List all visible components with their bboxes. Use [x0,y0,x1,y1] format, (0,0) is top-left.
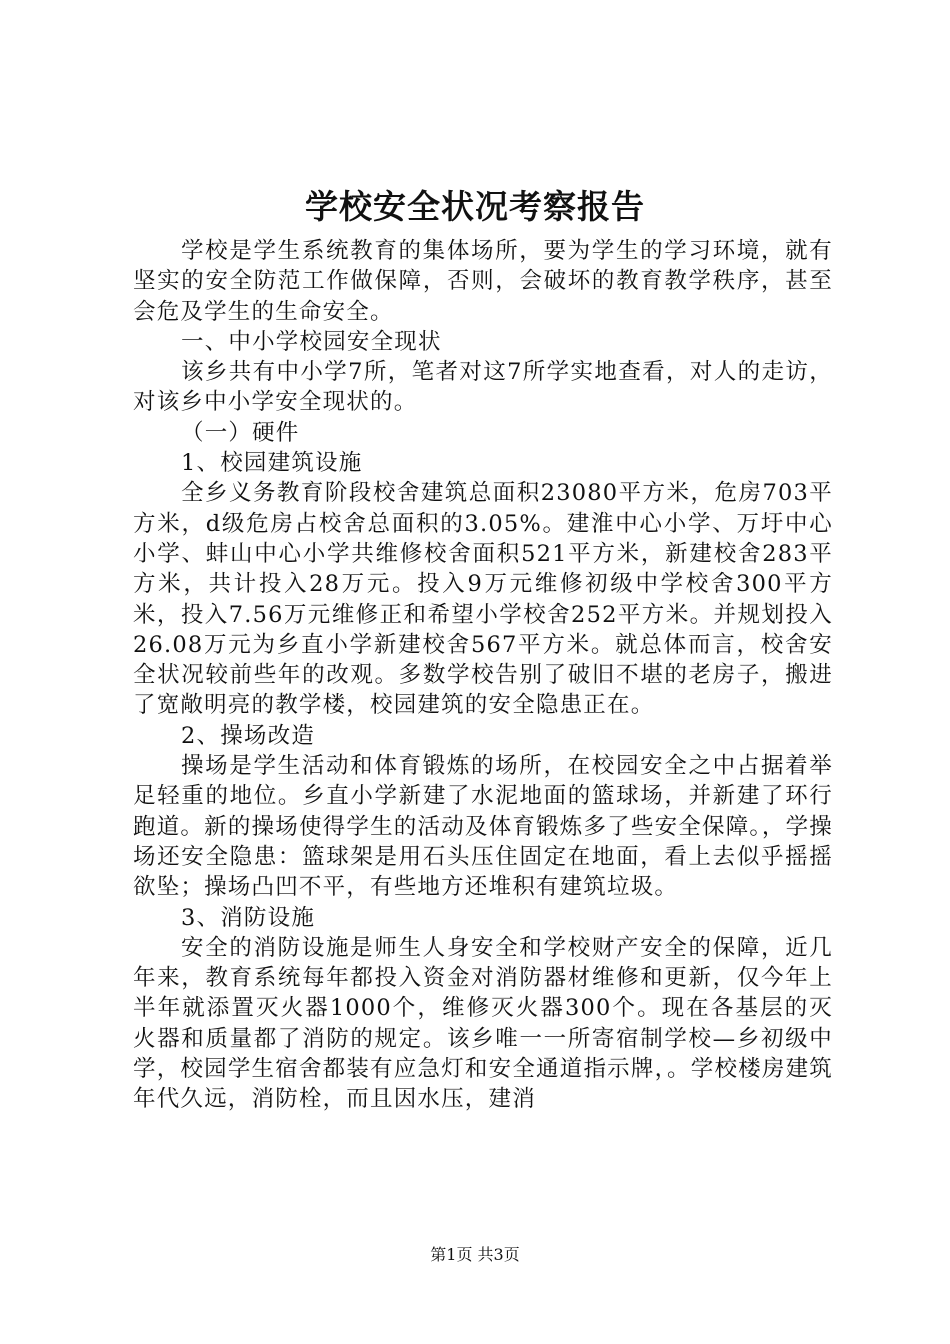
paragraph-overview: 该乡共有中小学7所，笔者对这7所学实地查看，对人的走访，对该乡中小学安全现状的。 [133,359,833,416]
paragraph-fire-safety: 安全的消防设施是师生人身安全和学校财产安全的保障，近几年来，教育系统每年都投入资金对消防器材维修和更新，仅今年上半年就添置灭火器1000个，维修灭火器300个。现在各基层的灭火器和质量都了消防的规定。该乡唯一一所寄宿制学校—乡初级中学，校园学生宿舍都装有应急灯和安全通道指示牌，。学校楼房建筑年代久远，消防栓，而且因水压，建消 [133,934,833,1113]
item-heading-buildings: 1、校园建筑设施 [181,450,363,477]
paragraph-buildings: 全乡义务教育阶段校舍建筑总面积23080平方米，危房703平方米，d级危房占校舍总面积的3.05%。建淮中心小学、万圩中心小学、蚌山中心小学共维修校舍面积521平方米，新建校舍283平方米，共计投入28万元。投入9万元维修初级中学校舍300平方米，投入7.56万元维修正和希望小学校舍252平方米。并规划投入26.08万元为乡直小学新建校舍567平方米。就总体而言，校舍安全状况较前些年的改观。多数学校告别了破旧不堪的老房子，搬进了宽敞明亮的教学楼，校园建筑的安全隐患正在。 [133,480,833,719]
item-heading-fire-safety: 3、消防设施 [181,904,316,931]
document-body [133,236,833,1115]
paragraph-playground: 操场是学生活动和体育锻炼的场所，在校园安全之中占据着举足轻重的地位。乡直小学新建了水泥地面的篮球场，并新建了环行跑道。新的操场使得学生的活动及体育锻炼多了些安全保障。，学操场还安全隐患：篮球架是用石头压住固定在地面，看上去似乎摇摇欲坠；操场凸凹不平，有些地方还堆积有建筑垃圾。 [133,753,833,901]
document-title: 学校安全状况考察报告 [305,187,645,226]
paragraph-intro: 学校是学生系统教育的集体场所，要为学生的学习环境，就有坚实的安全防范工作做保障，否则，会破坏的教育教学秩序，甚至会危及学生的生命安全。 [133,238,833,325]
item-heading-playground: 2、操场改造 [181,722,316,749]
section-heading-1: 一、中小学校园安全现状 [181,328,442,355]
page-footer: 第1页 共3页 [430,1245,520,1264]
subsection-heading-hardware: （一）硬件 [181,419,300,446]
